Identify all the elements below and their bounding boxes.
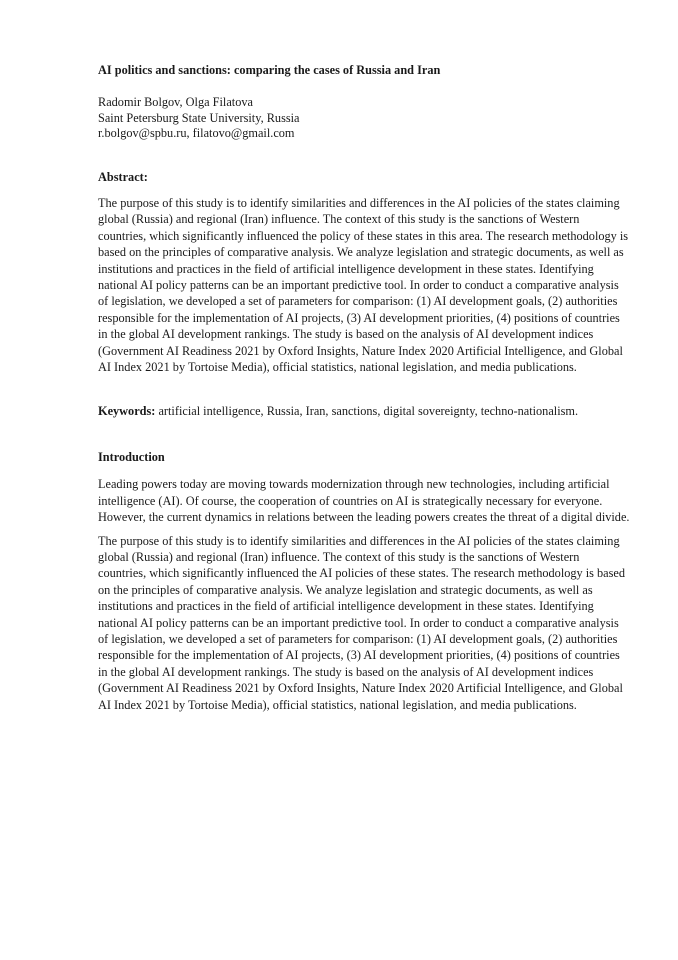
- paper-page: [98, 62, 630, 713]
- keywords-label: Keywords:: [98, 403, 156, 418]
- author-names: Radomir Bolgov, Olga Filatova: [98, 95, 253, 110]
- introduction-paragraph-1: Leading powers today are moving towards modernization through new technologies, including artificial intelligence (AI). Of course, the cooperation of countries on AI is strategically necessary for everyone. However, the current dynamics in relations between the leading powers creates the threat of a digital divide.: [98, 477, 630, 525]
- author-block: [98, 95, 630, 141]
- author-affiliation: Saint Petersburg State University, Russia: [98, 110, 300, 125]
- introduction-paragraph-2: The purpose of this study is to identify similarities and differences in the AI policies of the states claiming global (Russia) and regional (Iran) influence. The context of this study is the sanctions of Western countries, which significantly influenced the AI policies of these states. The research methodology is based on the principles of comparative analysis. We analyze legislation and strategic documents, as well as institutions and practices in the field of artificial intelligence development in these states. Identifying national AI policy patterns can be an important predictive tool. In order to conduct a comparative analysis of legislation, we developed a set of parameters for comparison: (1) AI development goals, (2) authorities responsible for the implementation of AI projects, (3) AI development priorities, (4) positions of countries in the global AI development rankings. The study is based on the analysis of AI development indices (Government AI Readiness 2021 by Oxford Insights, Nature Index 2020 Artificial Intelligence, and Global AI Index 2021 by Tortoise Media), official statistics, national legislation, and media publications.: [98, 533, 626, 712]
- author-emails: r.bolgov@spbu.ru, filatovo@gmail.com: [98, 126, 295, 141]
- introduction-heading: Introduction: [98, 449, 165, 464]
- paper-title: AI politics and sanctions: comparing the cases of Russia and Iran: [98, 63, 441, 77]
- abstract-body: The purpose of this study is to identify similarities and differences in the AI policies of the states claiming global (Russia) and regional (Iran) influence. The context of this study is the sanctions of Western countries, which significantly influenced the policy of these states in this area. The research methodology is based on the principles of comparative analysis. We analyze legislation and strategic documents, as well as institutions and practices in the field of artificial intelligence development in these states. Identifying national AI policy patterns can be an important predictive tool. In order to conduct a comparative analysis of legislation, we developed a set of parameters for comparison: (1) AI development goals, (2) authorities responsible for the implementation of AI projects, (3) AI development priorities, (4) positions of countries in the global AI development rankings. The study is based on the analysis of AI development indices (Government AI Readiness 2021 by Oxford Insights, Nature Index 2020 Artificial Intelligence, and Global AI Index 2021 by Tortoise Media), official statistics, national legislation, and media publications.: [98, 196, 629, 375]
- abstract-heading: Abstract:: [98, 169, 148, 184]
- keywords-text: artificial intelligence, Russia, Iran, sanctions, digital sovereignty, techno-nationalism.: [155, 403, 579, 418]
- keywords-line: [98, 403, 630, 419]
